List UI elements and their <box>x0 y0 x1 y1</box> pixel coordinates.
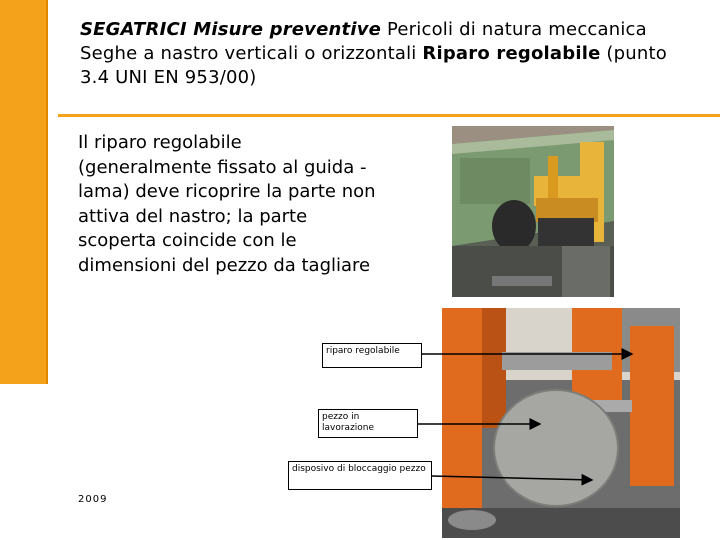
slide-footer-year: 2009 <box>78 494 108 505</box>
band-saw-photo-top <box>452 126 614 297</box>
title-bold-text: SEGATRICI Misure preventive <box>80 19 382 40</box>
slide-title <box>80 18 700 90</box>
band-saw-photo-bottom <box>442 308 680 538</box>
title-highlight-text: Riparo regolabile <box>422 43 601 64</box>
accent-sidebar-bar <box>0 0 48 384</box>
callout-riparo-regolabile: riparo regolabile <box>322 343 422 368</box>
callout-pezzo-in-lavorazione: pezzo in lavorazione <box>318 409 418 438</box>
title-divider <box>58 114 720 117</box>
title-reference-text: (punto 3.4 UNI EN 953/00) <box>80 43 667 88</box>
title-text: Pericoli di natura meccanica Seghe a nastro verticali o orizzontali <box>80 19 647 64</box>
slide-body-text: Il riparo regolabile (generalmente fissato al guida -lama) deve ricoprire la parte non attiva del nastro; la parte scoperta coincide con le dimensioni del pezzo da tagliare <box>78 132 376 276</box>
callout-dispositivo-bloccaggio: disposivo di bloccaggio pezzo <box>288 461 432 490</box>
